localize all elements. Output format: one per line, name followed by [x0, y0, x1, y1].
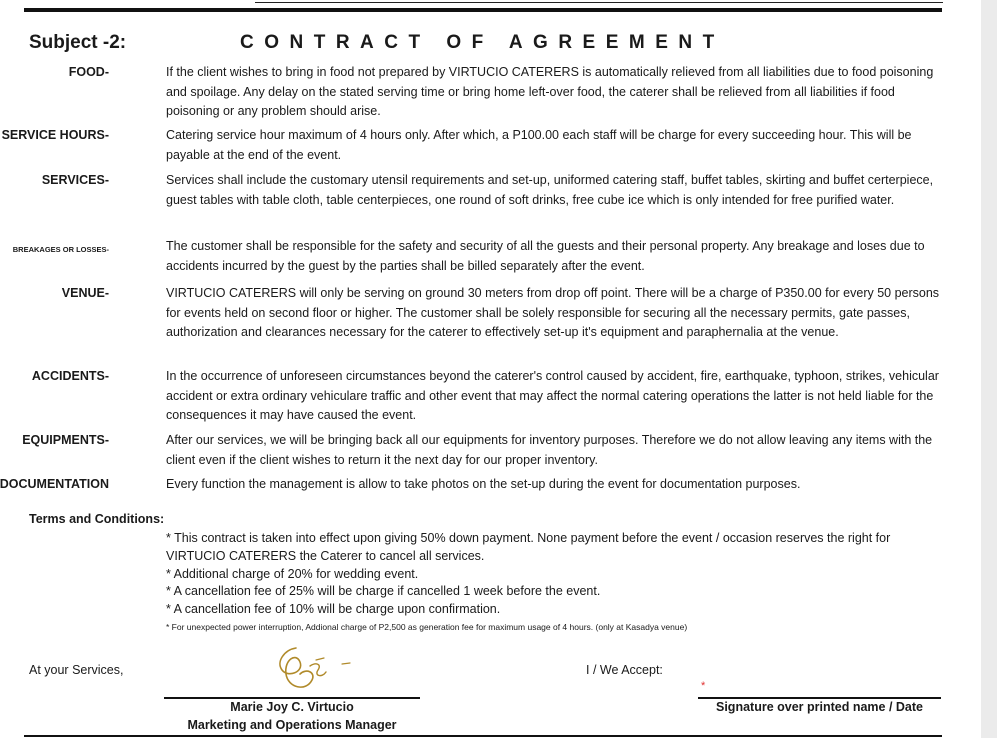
clause-label: VENUE-: [61, 286, 109, 300]
signature-line-left: [164, 697, 420, 699]
at-services-label: At your Services,: [29, 663, 124, 677]
viewer-edge: [981, 0, 997, 738]
clause-label: EQUIPMENTS-: [22, 433, 109, 447]
signer-name: Marie Joy C. Virtucio: [230, 700, 354, 714]
terms-item: * Additional charge of 20% for wedding event.: [166, 566, 419, 581]
clause-text: VIRTUCIO CATERERS will only be serving on ground 30 meters from drop off point. There will be a charge of P350.00 for every 50 persons for events held on second floor or higher. The customer shall be solely responsible for securing all the necessary permits, gate passes, authorization and clearances necessary for the caterer to effectively set-up it's equipment and paraphernalia at the venue.: [166, 286, 940, 339]
clause-text: If the client wishes to bring in food not prepared by VIRTUCIO CATERERS is automatically relieved from all liabilities due to food poisoning and spoilage. Any delay on the stated serving time or bring home left-over food, the caterer shall be relieved from all liabilities if food poisoning or any problem should arise.: [166, 65, 934, 118]
clause-label: DOCUMENTATION: [0, 477, 109, 491]
signature-image: [266, 640, 362, 696]
page-title: CONTRACT OF AGREEMENT: [240, 32, 725, 53]
terms-item: * A cancellation fee of 25% will be charge if cancelled 1 week before the event.: [166, 584, 601, 599]
clause-label: SERVICE HOURS-: [1, 128, 109, 142]
required-marker: *: [701, 680, 706, 692]
we-accept-label: I / We Accept:: [586, 663, 663, 677]
terms-item: * This contract is taken into effect upon giving 50% down payment. None payment before the event / occasion reserves the right for VIRTUCIO CATERERS the Caterer to cancel all services.: [166, 531, 891, 563]
clause-label: BREAKAGES OR LOSSES-: [12, 245, 109, 254]
terms-list: [166, 530, 940, 635]
clause-text: After our services, we will be bringing back all our equipments for inventory purposes. Therefore we do not allow leaving any items with the client even if the client wishes to return it the next day for our proper inventory.: [166, 433, 933, 467]
terms-item: * A cancellation fee of 10% will be charge upon confirmation.: [166, 602, 501, 617]
terms-heading: Terms and Conditions:: [29, 512, 165, 526]
top-rule-thick: [24, 8, 942, 12]
acceptance-signature-caption: Signature over printed name / Date: [716, 700, 923, 714]
clause-label: SERVICES-: [41, 173, 109, 187]
signer-role: Marketing and Operations Manager: [187, 718, 397, 732]
clause-text: Services shall include the customary utensil requirements and set-up, uniformed catering staff, buffet tables, skirting and buffet certerpiece, guest tables with table cloth, table centerpieces, one round of soft drinks, free cube ice which is only intended for free purified water.: [166, 173, 934, 207]
clause-label: ACCIDENTS-: [31, 369, 109, 383]
subject-heading: Subject -2:: [29, 32, 127, 53]
signature-line-right: [698, 697, 941, 699]
clause-label: FOOD-: [68, 65, 109, 79]
bottom-rule: [24, 735, 942, 737]
top-rule-thin: [255, 2, 943, 3]
terms-note: * For unexpected power interruption, Addional charge of P2,500 as generation fee for maximum usage of 4 hours. (only at Kasadya venue): [166, 621, 688, 632]
clause-text: The customer shall be responsible for the safety and security of all the guests and their personal property. Any breakage and loses due to accidents incurred by the guest by the parties shall be billed separately after the event.: [166, 239, 925, 273]
clause-text: In the occurrence of unforeseen circumstances beyond the caterer's control caused by accident, fire, earthquake, typhoon, strikes, vehicular accident or extra ordinary vehiculare traffic and other event that may affect the normal catering operations the latter is not held liable for the consequences it may have caused the event.: [166, 369, 939, 422]
clause-text: Catering service hour maximum of 4 hours only. After which, a P100.00 each staff will be charge for every succeeding hour. This will be payable at the end of the event.: [166, 128, 912, 162]
clause-text: Every function the management is allow to take photos on the set-up during the event for documentation purposes.: [166, 477, 801, 491]
